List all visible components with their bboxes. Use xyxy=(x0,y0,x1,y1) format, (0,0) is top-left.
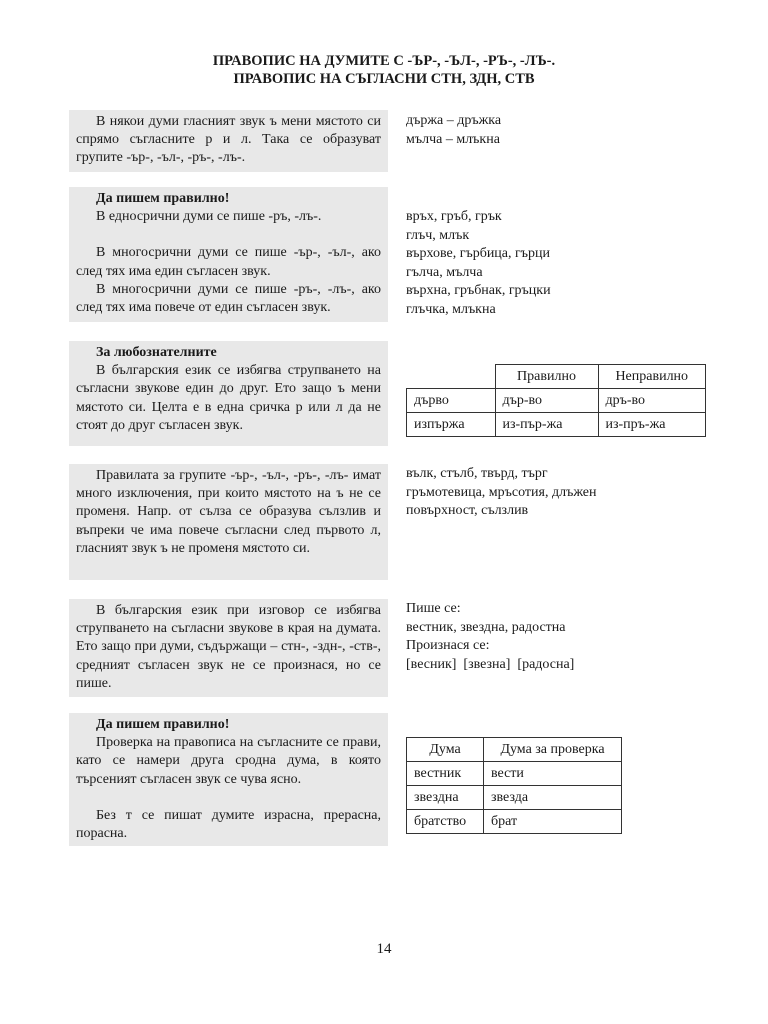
table-cell: из-пръ-жа xyxy=(598,413,706,437)
example-label: Пише се: xyxy=(406,601,461,616)
table-cell: брат xyxy=(484,810,622,834)
title-line-1: ПРАВОПИС НА ДУМИТЕ С -ЪР-, -ЪЛ-, -РЪ-, -ЛЪ-. xyxy=(212,53,556,69)
section-heading: Да пишем правилно! xyxy=(96,717,230,732)
example-line: държа – дръжка xyxy=(406,113,502,128)
rule-box-3 xyxy=(69,341,388,446)
title-line-2: ПРАВОПИС НА СЪГЛАСНИ СТН, ЗДН, СТВ xyxy=(233,71,535,87)
example-line: вълк, стълб, твърд, търг xyxy=(406,466,548,481)
table-cell: вестник xyxy=(407,762,484,786)
table-header-cell: Неправилно xyxy=(598,365,706,389)
example-line: мълча – млъкна xyxy=(406,131,500,147)
page-title xyxy=(0,52,768,88)
table-row xyxy=(407,413,706,437)
examples-2 xyxy=(406,208,726,319)
table-row xyxy=(407,786,622,810)
table-cell: из-пър-жа xyxy=(495,413,598,437)
table-row xyxy=(407,762,622,786)
table-cell: дръ-во xyxy=(598,389,706,413)
rule-box-2 xyxy=(69,187,388,322)
examples-1 xyxy=(406,112,726,149)
rule-text: В многосрични думи се пише -ръ-, -лъ-, ако след тях има повече от един съгласен звук. xyxy=(76,281,381,316)
rule-text: В българския език се избягва струпването на съгласни звукове един до друг. Ето защо ъ мени мястото си. Целта е в една сричка р или л да не стоят до друг съгласен звук. xyxy=(76,363,381,433)
table-cell: вести xyxy=(484,762,622,786)
table-header-cell: Правилно xyxy=(495,365,598,389)
table-cell: дърво xyxy=(407,389,496,413)
table-header-cell: Дума за проверка xyxy=(484,738,622,762)
table-header-cell xyxy=(407,365,496,389)
example-line: върхове, гърбица, гърци xyxy=(406,246,550,261)
table-header-row xyxy=(407,365,706,389)
table-cell: братство xyxy=(407,810,484,834)
syllable-table xyxy=(406,364,706,437)
rule-text: В българския език при изговор се избягва струпването на съгласни звукове в края на думата. Ето защо при думи, съдържащи – стн-, -здн-, -ств-, средният съгласен звук не се произнася, но се пише. xyxy=(76,603,381,691)
table-row xyxy=(407,810,622,834)
rule-box-5 xyxy=(69,599,388,697)
check-word-table xyxy=(406,737,622,834)
table-cell: дър-во xyxy=(495,389,598,413)
example-line: повърхност, сълзлив xyxy=(406,503,529,518)
table-cell: звезда xyxy=(484,786,622,810)
example-label: Произнася се: xyxy=(406,638,490,653)
table-row xyxy=(407,389,706,413)
example-line: вестник, звездна, радостна xyxy=(406,619,566,635)
table-header-row xyxy=(407,738,622,762)
section-heading: За любознателните xyxy=(96,345,217,360)
table-header-cell: Дума xyxy=(407,738,484,762)
example-line: върхна, гръбнак, гръцки xyxy=(406,283,551,298)
rule-box-1 xyxy=(69,110,388,172)
rule-text: В многосрични думи се пише -ър-, -ъл-, ако след тях има един съгласен звук. xyxy=(76,245,381,279)
table-cell: изпържа xyxy=(407,413,496,437)
example-line: глъчка, млъкна xyxy=(406,301,496,317)
rule-text: Без т се пишат думите израсна, прерасна, порасна. xyxy=(76,807,381,842)
page-number: 14 xyxy=(376,941,392,957)
examples-5 xyxy=(406,600,726,674)
rule-text: В някои думи гласният звук ъ мени мястото си спрямо съгласните р и л. Така се образуват групите -ър-, -ъл-, -ръ-, -лъ-. xyxy=(76,114,381,166)
rule-text: Проверка на правописа на съгласните се прави, като се намери друга сродна дума, в която търсеният съгласен звук се чува ясно. xyxy=(76,735,381,787)
example-line: глъч, млък xyxy=(406,227,470,243)
rule-text: В едносрични думи се пише -ръ, -лъ-. xyxy=(96,209,322,225)
example-line: гръмотевица, мръсотия, длъжен xyxy=(406,484,597,500)
table-cell: звездна xyxy=(407,786,484,810)
rule-box-4 xyxy=(69,464,388,580)
rule-text: Правилата за групите -ър-, -ъл-, -ръ-, -лъ- имат много изключения, при които мястото на ъ не се променя. Напр. от сълза се образува сълзлив и въпреки че има повече съгласни след първото л, гласният звук ъ не променя мястото си. xyxy=(76,468,381,556)
example-line: връх, гръб, грък xyxy=(406,209,502,224)
example-line: гълча, мълча xyxy=(406,264,483,280)
examples-4 xyxy=(406,465,726,521)
rule-box-6 xyxy=(69,713,388,846)
section-heading: Да пишем правилно! xyxy=(96,191,230,206)
example-line: [весник] [звезна] [радосна] xyxy=(406,656,575,672)
